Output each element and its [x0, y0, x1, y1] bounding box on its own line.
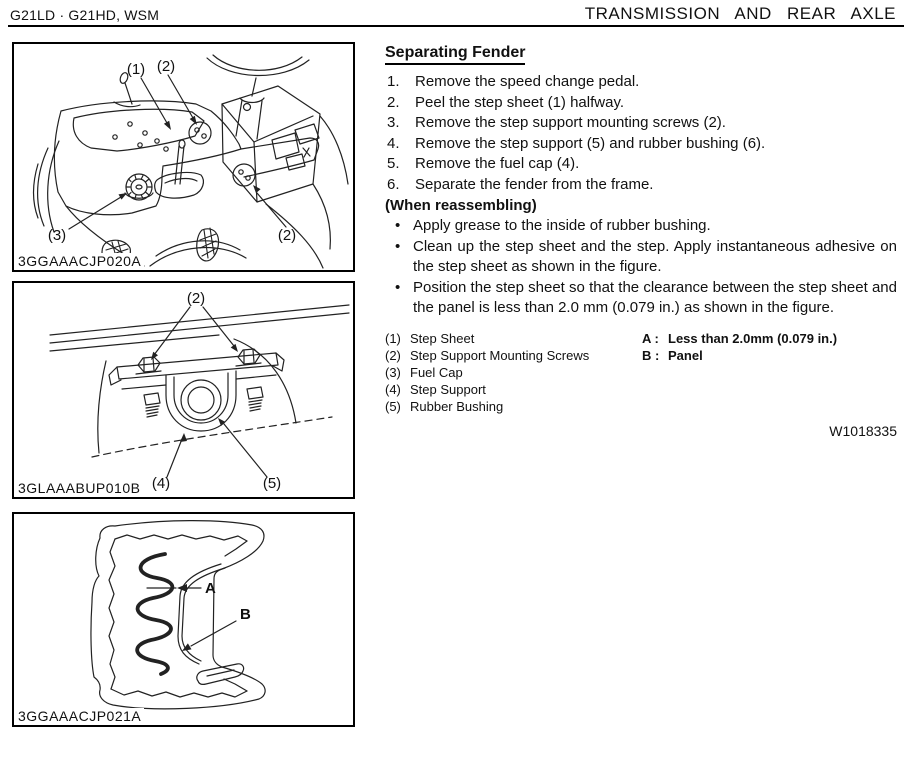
step-row [385, 134, 897, 155]
callout-screw-top: (2) [156, 58, 176, 75]
figure3-callouts [147, 580, 251, 651]
callout-step-support: (4) [151, 475, 171, 492]
fender-lip-lines [50, 305, 349, 351]
procedure-title: Separating Fender [385, 44, 897, 65]
mounting-nuts [136, 349, 261, 374]
bullet-item [385, 237, 897, 278]
figure1-callouts [48, 58, 296, 244]
part-label: Step Sheet [410, 330, 475, 346]
part-item [385, 398, 897, 415]
bullet-marker: • [395, 237, 401, 255]
part-number: (4) [385, 381, 401, 397]
step-number: 3. [387, 114, 400, 131]
callout-step-sheet: (1) [126, 61, 146, 78]
reference-legend [642, 330, 837, 364]
step-text: Remove the speed change pedal. [415, 73, 640, 90]
bullet-marker: • [395, 217, 401, 234]
part-label: Fuel Cap [410, 364, 463, 380]
step-row [385, 72, 897, 93]
callout-rubber-bushing: (5) [262, 475, 282, 492]
adhesive-bead [137, 554, 172, 674]
step-sheet-outline [91, 521, 265, 709]
reference-key: A : [642, 330, 659, 346]
part-item [385, 381, 897, 398]
part-number: (3) [385, 364, 401, 380]
step-text: Remove the fuel cap (4). [415, 155, 580, 172]
step-text: Separate the fender from the frame. [415, 175, 654, 193]
step-number: 5. [387, 155, 400, 172]
reference-item [642, 330, 837, 347]
figure-step-sheet [12, 512, 355, 727]
fender-overview-drawing [14, 44, 353, 270]
reassembling-heading: (When reassembling) [385, 197, 537, 214]
callout-fuel-cap: (3) [47, 227, 67, 244]
part-number: (1) [385, 330, 401, 346]
hidden-edge-dashed-line [92, 417, 332, 457]
gear-shifter [155, 140, 204, 198]
callout-clearance-a: A [205, 580, 216, 597]
bullet-item [385, 216, 897, 237]
part-label: Rubber Bushing [410, 398, 504, 414]
step-row [385, 93, 897, 114]
bullet-text: Clean up the step sheet and the step. Apply instantaneous adhesive on the step sheet as shown in the figure. [413, 237, 897, 275]
reference-value: Panel [668, 347, 703, 363]
fuel-cap [125, 174, 153, 200]
document-ref-code: W1018335 [829, 422, 897, 439]
part-label: Step Support Mounting Screws [410, 347, 590, 363]
frame-edges [98, 339, 296, 453]
figure-fender-overview [12, 42, 355, 272]
callout-screws: (2) [186, 290, 206, 307]
bullet-text: Apply grease to the inside of rubber bushing. [413, 217, 711, 234]
step-text: Peel the step sheet (1) halfway. [415, 93, 625, 111]
step-text: Remove the step support mounting screws (2). [415, 114, 726, 131]
part-label: Step Support [410, 381, 486, 397]
reference-key: B : [642, 347, 660, 363]
part-number: (5) [385, 398, 401, 414]
part-item [385, 364, 897, 381]
figure1-code: 3GGAAACJP020A [18, 253, 144, 270]
step-number: 4. [387, 134, 400, 152]
procedure-column [385, 44, 897, 439]
reassembling-bullets [385, 216, 897, 319]
step-number: 2. [387, 93, 400, 111]
reference-value: Less than 2.0mm (0.079 in.) [668, 330, 838, 346]
callout-panel-b: B [240, 606, 251, 623]
step-number: 6. [387, 175, 400, 193]
part-number: (2) [385, 347, 401, 363]
step-row [385, 175, 897, 196]
slot-tab [197, 664, 244, 685]
figure-step-support [12, 281, 355, 499]
header-section-title: TRANSMISSION AND REAR AXLE [584, 4, 896, 23]
bullet-marker: • [395, 278, 401, 296]
figure3-code: 3GGAAACJP021A [18, 708, 144, 725]
step-row [385, 154, 897, 175]
header-model-code: G21LD · G21HD, WSM [10, 7, 160, 23]
bullet-item [385, 278, 897, 319]
fender-deck [54, 101, 241, 215]
step-sheet-drawing [14, 514, 353, 725]
step-support-drawing [14, 283, 353, 497]
callout-screw-bottom: (2) [277, 227, 297, 244]
step-number: 1. [387, 73, 400, 90]
procedure-steps [385, 72, 897, 195]
reference-item [642, 347, 837, 364]
step-text: Remove the step support (5) and rubber bushing (6). [415, 134, 766, 152]
parts-legend [385, 330, 897, 415]
rough-edge [109, 535, 247, 697]
header-rule [8, 25, 904, 27]
figure2-code: 3GLAAABUP010B [18, 480, 143, 497]
bullet-text: Position the step sheet so that the clearance between the step sheet and the panel is less than 2.0 mm (0.079 in.) as shown in the figure. [413, 278, 897, 316]
step-row [385, 113, 897, 134]
